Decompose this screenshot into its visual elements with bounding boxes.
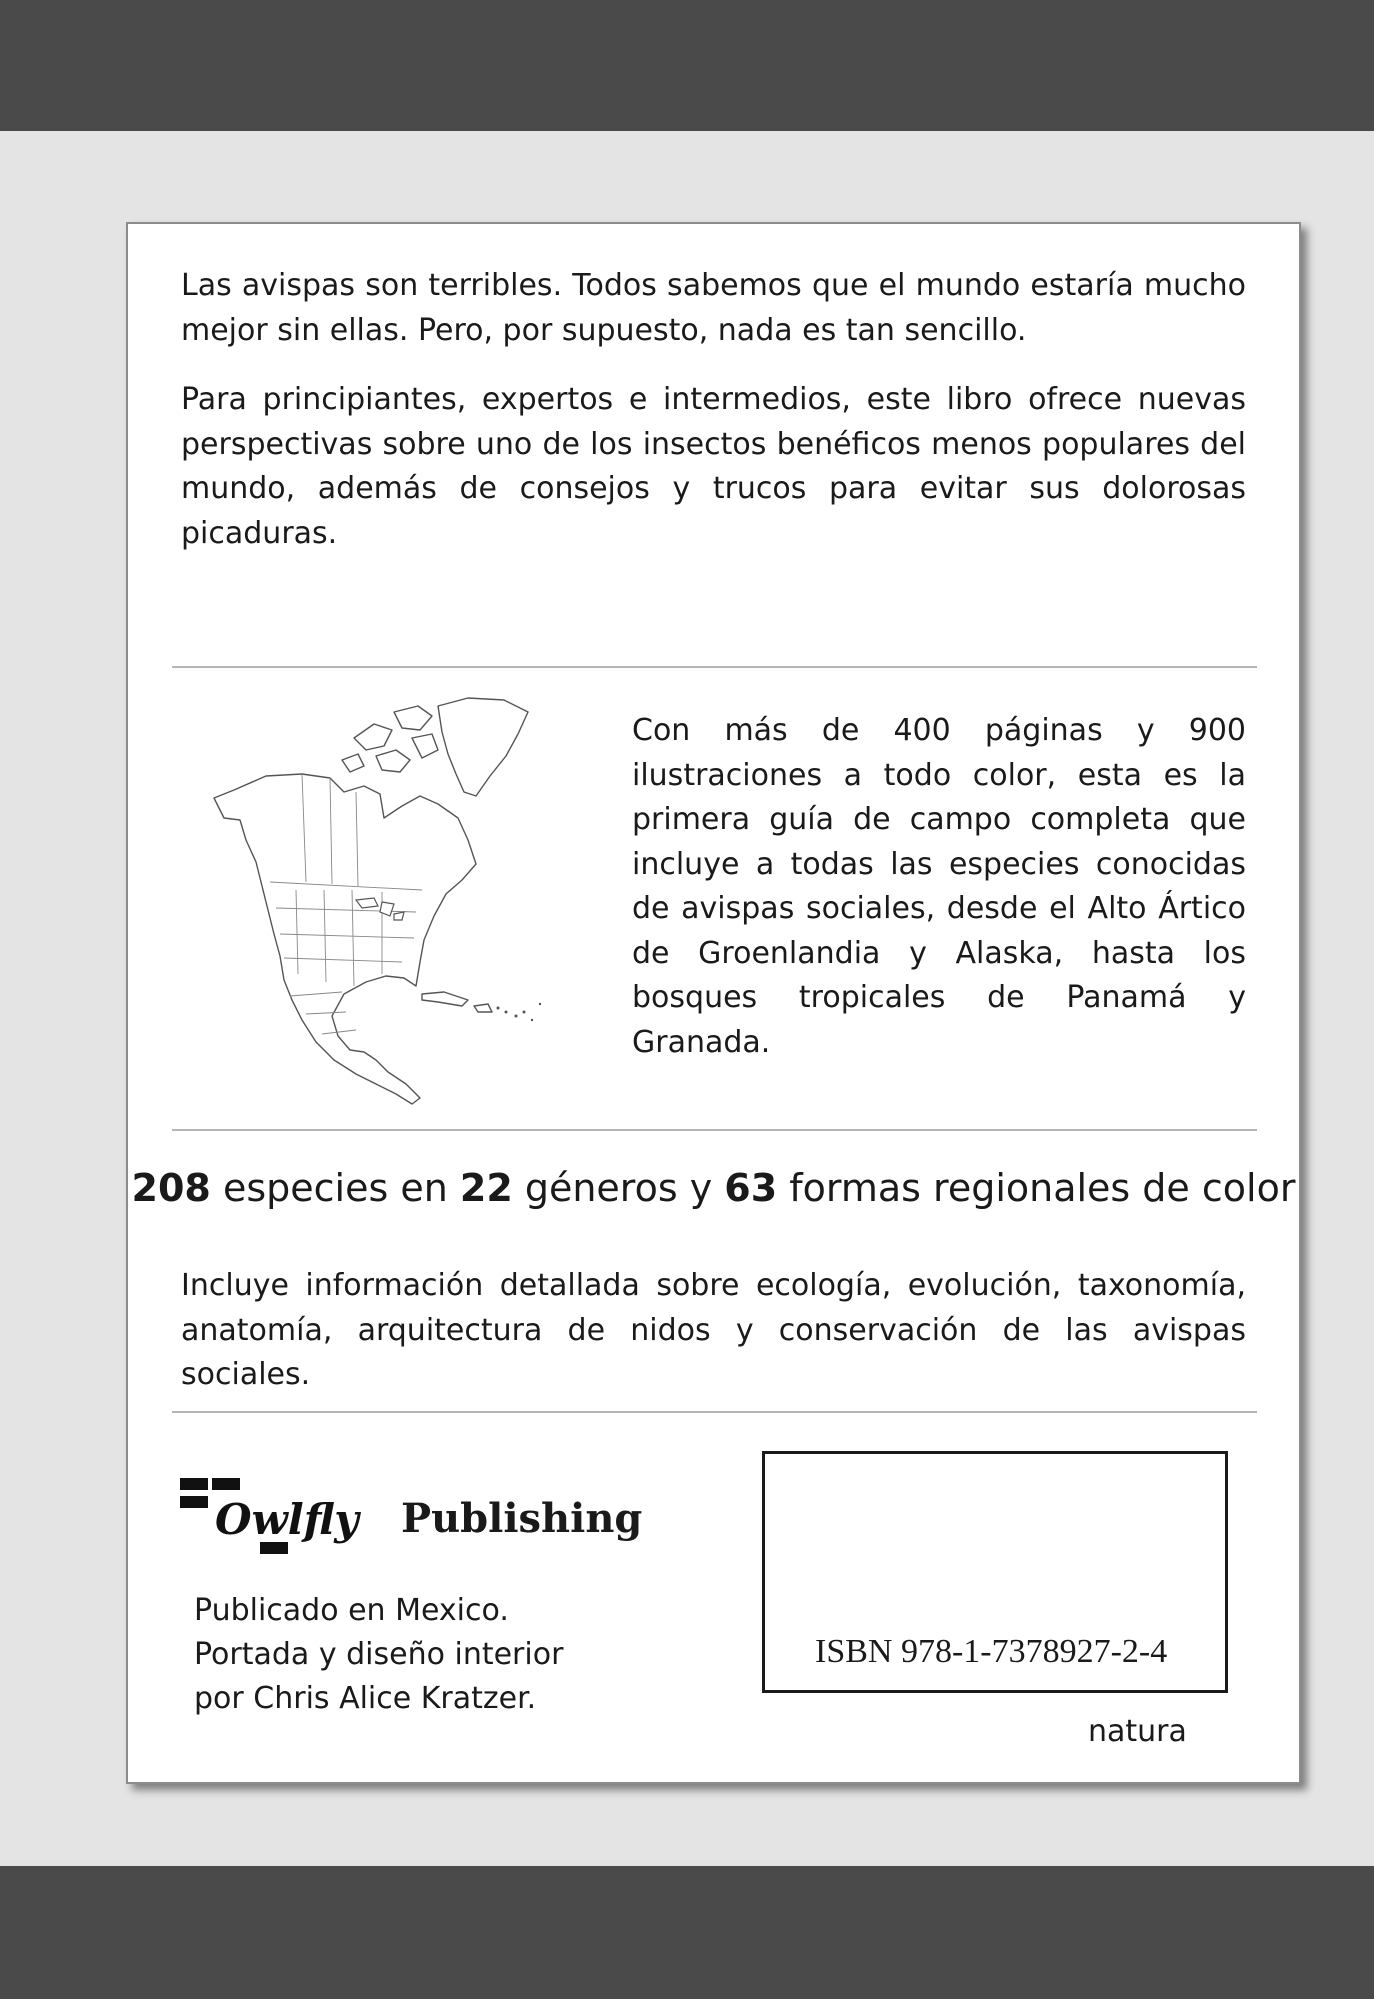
forms-text: formas regionales de color [777, 1166, 1296, 1210]
coverage-paragraph: Con más de 400 páginas y 900 ilustraciones a todo color, esta es la primera guía de campo completa que incluye a todas las especies conocidas de avispas sociales, desde el Alto Ártico de Groenlandia y Alaska, hasta los bosques tropicales de Panamá y Granada. [632, 713, 1246, 1060]
divider-rule [172, 1411, 1257, 1413]
imprint-line: Portada y diseño interior [194, 1637, 564, 1672]
top-band [0, 0, 1374, 131]
isbn-barcode-box [762, 1451, 1228, 1693]
divider-rule [172, 1129, 1257, 1131]
north-america-map [206, 694, 586, 1114]
details-paragraph: Incluye información detallada sobre ecología, evolución, taxonomía, anatomía, arquitectura de nidos y conservación de las avispas sociales. [181, 1268, 1246, 1392]
imprint-line: Publicado en Mexico. [194, 1593, 509, 1628]
divider-rule [172, 666, 1257, 668]
publisher-name: Publishing [401, 1495, 643, 1542]
stats-line [128, 1164, 1299, 1212]
imprint-text [194, 1589, 563, 1721]
intro-paragraph: Las avispas son terribles. Todos sabemos que el mundo estaría mucho mejor sin ellas. Pero, por supuesto, nada es tan sencillo. [181, 268, 1246, 348]
forms-count: 63 [724, 1166, 778, 1210]
species-text: especies en [210, 1166, 460, 1210]
series-label: natura [1088, 1714, 1187, 1749]
isbn-text: ISBN 978-1-7378927-2-4 [815, 1633, 1168, 1670]
species-count: 208 [131, 1166, 211, 1210]
genera-text: géneros y [512, 1166, 725, 1210]
logo-word: Owlfly [215, 1495, 359, 1544]
back-cover-page [126, 222, 1301, 1784]
genera-count: 22 [459, 1166, 513, 1210]
audience-paragraph: Para principiantes, expertos e intermedios, este libro ofrece nuevas perspectivas sobre uno de los insectos benéficos menos populares del mundo, además de consejos y trucos para evitar sus dolorosas picaduras. [181, 382, 1246, 551]
imprint-line: por Chris Alice Kratzer. [194, 1681, 537, 1716]
bottom-band [0, 1866, 1374, 1999]
